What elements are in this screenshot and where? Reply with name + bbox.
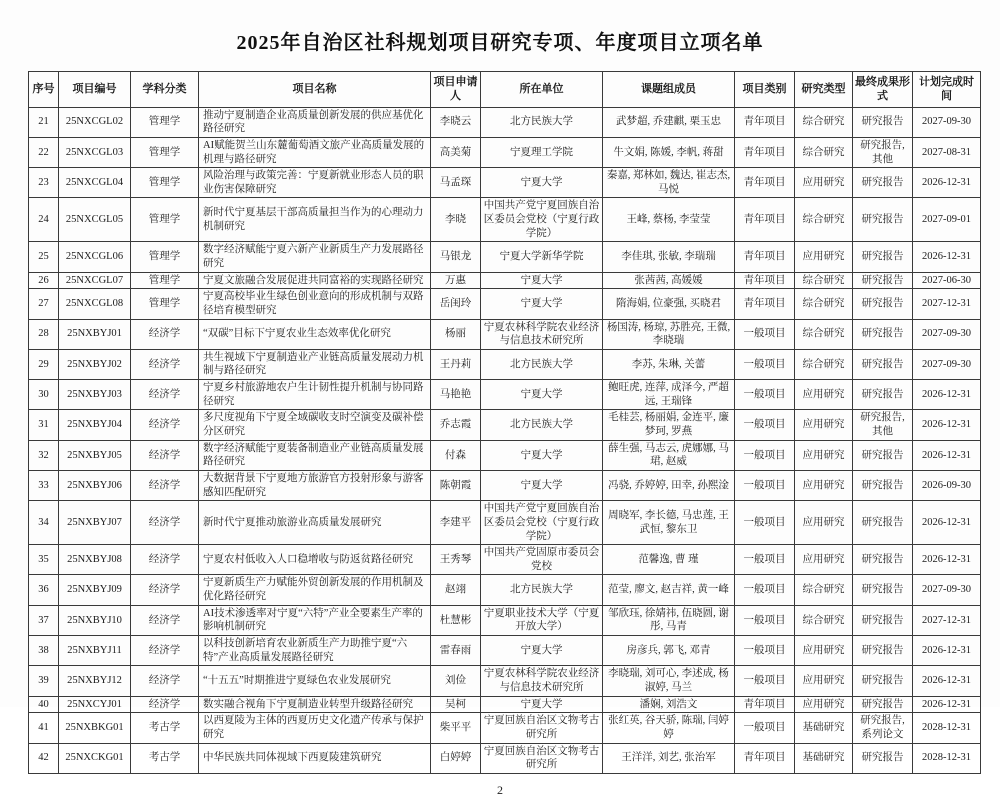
cell-result-form: 研究报告, 系列论文	[853, 713, 913, 743]
table-row	[29, 713, 981, 743]
table-row	[29, 743, 981, 773]
cell-seq: 28	[29, 319, 59, 349]
table-row	[29, 636, 981, 666]
cell-project-code: 25NXCYJ01	[59, 696, 131, 713]
cell-discipline: 管理学	[131, 137, 199, 167]
page-number: 2	[497, 782, 503, 797]
project-list-table	[28, 71, 981, 774]
cell-project-category: 青年项目	[735, 272, 795, 289]
cell-research-type: 应用研究	[795, 501, 853, 545]
cell-result-form: 研究报告	[853, 575, 913, 605]
cell-team-members: 毛桂芸, 杨丽娟, 金连平, 廉梦珂, 罗燕	[603, 410, 735, 440]
cell-project-category: 青年项目	[735, 289, 795, 319]
cell-result-form: 研究报告	[853, 636, 913, 666]
column-header-project-code: 项目编号	[59, 72, 131, 108]
cell-project-name: 宁夏乡村旅游地农户生计韧性提升机制与协同路径研究	[199, 380, 431, 410]
cell-project-category: 青年项目	[735, 242, 795, 272]
table-row	[29, 605, 981, 635]
cell-research-type: 应用研究	[795, 242, 853, 272]
cell-research-type: 应用研究	[795, 636, 853, 666]
cell-project-code: 25NXCGL06	[59, 242, 131, 272]
cell-research-type: 基础研究	[795, 713, 853, 743]
cell-seq: 25	[29, 242, 59, 272]
cell-completion-date: 2026-12-31	[913, 545, 981, 575]
cell-institution: 北方民族大学	[481, 349, 603, 379]
cell-discipline: 经济学	[131, 410, 199, 440]
cell-applicant: 柴平平	[431, 713, 481, 743]
cell-project-category: 青年项目	[735, 168, 795, 198]
cell-project-name: 以西夏陵为主体的西夏历史文化遗产传承与保护研究	[199, 713, 431, 743]
cell-team-members: 杨国涛, 杨琼, 苏胜亮, 王微, 李晓瑞	[603, 319, 735, 349]
cell-project-name: “十五五”时期推进宁夏绿色农业发展研究	[199, 666, 431, 696]
cell-seq: 27	[29, 289, 59, 319]
cell-institution: 宁夏农林科学院农业经济与信息技术研究所	[481, 666, 603, 696]
cell-institution: 中国共产党固原市委员会党校	[481, 545, 603, 575]
cell-project-name: 大数据背景下宁夏地方旅游官方投射形象与游客感知匹配研究	[199, 470, 431, 500]
cell-project-code: 25NXCGL04	[59, 168, 131, 198]
cell-project-category: 青年项目	[735, 198, 795, 242]
cell-institution: 宁夏农林科学院农业经济与信息技术研究所	[481, 319, 603, 349]
cell-research-type: 应用研究	[795, 545, 853, 575]
cell-completion-date: 2027-09-30	[913, 319, 981, 349]
cell-applicant: 雷春雨	[431, 636, 481, 666]
cell-research-type: 综合研究	[795, 272, 853, 289]
cell-project-code: 25NXBYJ09	[59, 575, 131, 605]
column-header-team-members: 课题组成员	[603, 72, 735, 108]
table-row	[29, 107, 981, 137]
cell-team-members: 武梦超, 乔建麒, 栗玉忠	[603, 107, 735, 137]
cell-institution: 宁夏大学	[481, 696, 603, 713]
table-row	[29, 470, 981, 500]
cell-project-name: 以科技创新培育农业新质生产力助推宁夏“六特”产业高质量发展路径研究	[199, 636, 431, 666]
cell-completion-date: 2028-12-31	[913, 713, 981, 743]
cell-completion-date: 2026-09-30	[913, 470, 981, 500]
table-row	[29, 198, 981, 242]
cell-applicant: 马银龙	[431, 242, 481, 272]
table-row	[29, 410, 981, 440]
cell-discipline: 经济学	[131, 319, 199, 349]
cell-institution: 北方民族大学	[481, 410, 603, 440]
cell-completion-date: 2026-12-31	[913, 666, 981, 696]
cell-institution: 宁夏大学	[481, 272, 603, 289]
cell-project-name: 多尺度视角下宁夏全域碳收支时空演变及碳补偿分区研究	[199, 410, 431, 440]
cell-seq: 33	[29, 470, 59, 500]
cell-completion-date: 2027-08-31	[913, 137, 981, 167]
cell-project-name: 数字经济赋能宁夏六新产业新质生产力发展路径研究	[199, 242, 431, 272]
cell-project-name: “双碳”目标下宁夏农业生态效率优化研究	[199, 319, 431, 349]
cell-research-type: 综合研究	[795, 198, 853, 242]
column-header-result-form: 最终成果形式	[853, 72, 913, 108]
table-body	[29, 107, 981, 773]
cell-completion-date: 2027-09-01	[913, 198, 981, 242]
column-header-applicant: 项目申请人	[431, 72, 481, 108]
cell-applicant: 马艳艳	[431, 380, 481, 410]
cell-project-code: 25NXBYJ05	[59, 440, 131, 470]
cell-discipline: 经济学	[131, 575, 199, 605]
cell-completion-date: 2027-12-31	[913, 605, 981, 635]
cell-result-form: 研究报告	[853, 198, 913, 242]
cell-project-code: 25NXBYJ10	[59, 605, 131, 635]
cell-project-category: 青年项目	[735, 696, 795, 713]
cell-institution: 宁夏回族自治区文物考古研究所	[481, 713, 603, 743]
cell-project-category: 一般项目	[735, 605, 795, 635]
cell-result-form: 研究报告	[853, 666, 913, 696]
table-row	[29, 272, 981, 289]
cell-result-form: 研究报告	[853, 319, 913, 349]
cell-applicant: 王秀琴	[431, 545, 481, 575]
cell-project-name: 新时代宁夏基层干部高质量担当作为的心理动力机制研究	[199, 198, 431, 242]
cell-project-category: 一般项目	[735, 636, 795, 666]
cell-research-type: 应用研究	[795, 696, 853, 713]
cell-result-form: 研究报告, 其他	[853, 137, 913, 167]
column-header-project-category: 项目类别	[735, 72, 795, 108]
cell-team-members: 房彦兵, 郭飞, 邓青	[603, 636, 735, 666]
cell-applicant: 赵翊	[431, 575, 481, 605]
cell-applicant: 高美菊	[431, 137, 481, 167]
cell-completion-date: 2026-12-31	[913, 501, 981, 545]
cell-seq: 31	[29, 410, 59, 440]
cell-institution: 宁夏大学	[481, 380, 603, 410]
cell-discipline: 经济学	[131, 666, 199, 696]
cell-result-form: 研究报告	[853, 605, 913, 635]
cell-institution: 宁夏理工学院	[481, 137, 603, 167]
cell-result-form: 研究报告	[853, 107, 913, 137]
cell-project-code: 25NXBYJ04	[59, 410, 131, 440]
cell-project-name: 宁夏文旅融合发展促进共同富裕的实现路径研究	[199, 272, 431, 289]
cell-result-form: 研究报告	[853, 501, 913, 545]
cell-institution: 宁夏大学新华学院	[481, 242, 603, 272]
cell-discipline: 经济学	[131, 470, 199, 500]
cell-discipline: 考古学	[131, 743, 199, 773]
cell-project-code: 25NXCKG01	[59, 743, 131, 773]
cell-research-type: 综合研究	[795, 575, 853, 605]
cell-institution: 中国共产党宁夏回族自治区委员会党校（宁夏行政学院）	[481, 501, 603, 545]
cell-discipline: 管理学	[131, 289, 199, 319]
cell-project-code: 25NXCGL03	[59, 137, 131, 167]
cell-applicant: 乔志霞	[431, 410, 481, 440]
cell-project-name: 数字经济赋能宁夏装备制造业产业链高质量发展路径研究	[199, 440, 431, 470]
cell-completion-date: 2026-12-31	[913, 636, 981, 666]
cell-seq: 30	[29, 380, 59, 410]
cell-seq: 29	[29, 349, 59, 379]
cell-seq: 37	[29, 605, 59, 635]
cell-institution: 宁夏职业技术大学（宁夏开放大学）	[481, 605, 603, 635]
cell-result-form: 研究报告	[853, 242, 913, 272]
cell-project-name: 宁夏新质生产力赋能外贸创新发展的作用机制及优化路径研究	[199, 575, 431, 605]
cell-applicant: 杨丽	[431, 319, 481, 349]
cell-completion-date: 2027-09-30	[913, 575, 981, 605]
cell-project-category: 一般项目	[735, 440, 795, 470]
column-header-institution: 所在单位	[481, 72, 603, 108]
cell-team-members: 李佳琪, 张敏, 李瑞瑞	[603, 242, 735, 272]
cell-project-category: 一般项目	[735, 319, 795, 349]
cell-applicant: 万惠	[431, 272, 481, 289]
cell-institution: 中国共产党宁夏回族自治区委员会党校（宁夏行政学院）	[481, 198, 603, 242]
cell-discipline: 经济学	[131, 545, 199, 575]
cell-project-category: 青年项目	[735, 137, 795, 167]
cell-result-form: 研究报告	[853, 272, 913, 289]
cell-research-type: 应用研究	[795, 470, 853, 500]
table-row	[29, 696, 981, 713]
cell-seq: 26	[29, 272, 59, 289]
cell-seq: 34	[29, 501, 59, 545]
cell-applicant: 杜慧彬	[431, 605, 481, 635]
cell-result-form: 研究报告, 其他	[853, 410, 913, 440]
cell-project-category: 一般项目	[735, 545, 795, 575]
column-header-seq: 序号	[29, 72, 59, 108]
cell-applicant: 岳闺玲	[431, 289, 481, 319]
cell-seq: 40	[29, 696, 59, 713]
cell-discipline: 管理学	[131, 272, 199, 289]
cell-project-name: 宁夏农村低收入人口稳增收与防返贫路径研究	[199, 545, 431, 575]
cell-discipline: 管理学	[131, 242, 199, 272]
cell-project-code: 25NXBYJ07	[59, 501, 131, 545]
table-row	[29, 242, 981, 272]
cell-discipline: 经济学	[131, 440, 199, 470]
cell-team-members: 鲍旺虎, 连萍, 成泽今, 严超远, 王瑞锋	[603, 380, 735, 410]
column-header-research-type: 研究类型	[795, 72, 853, 108]
cell-project-code: 25NXBYJ03	[59, 380, 131, 410]
cell-applicant: 李晓云	[431, 107, 481, 137]
cell-result-form: 研究报告	[853, 743, 913, 773]
cell-result-form: 研究报告	[853, 545, 913, 575]
cell-institution: 北方民族大学	[481, 107, 603, 137]
cell-project-category: 一般项目	[735, 410, 795, 440]
table-row	[29, 168, 981, 198]
cell-project-category: 一般项目	[735, 470, 795, 500]
cell-team-members: 李苏, 朱琳, 关蕾	[603, 349, 735, 379]
cell-applicant: 付森	[431, 440, 481, 470]
cell-discipline: 经济学	[131, 636, 199, 666]
cell-result-form: 研究报告	[853, 289, 913, 319]
table-row	[29, 289, 981, 319]
cell-seq: 21	[29, 107, 59, 137]
cell-institution: 宁夏大学	[481, 470, 603, 500]
cell-completion-date: 2028-12-31	[913, 743, 981, 773]
cell-discipline: 管理学	[131, 107, 199, 137]
cell-institution: 宁夏大学	[481, 636, 603, 666]
table-row	[29, 380, 981, 410]
cell-project-name: 新时代宁夏推动旅游业高质量发展研究	[199, 501, 431, 545]
cell-project-code: 25NXBYJ11	[59, 636, 131, 666]
cell-project-code: 25NXBYJ01	[59, 319, 131, 349]
cell-completion-date: 2026-12-31	[913, 168, 981, 198]
cell-project-name: 数实融合视角下宁夏制造业转型升级路径研究	[199, 696, 431, 713]
cell-project-name: AI技术渗透率对宁夏“六特”产业全要素生产率的影响机制研究	[199, 605, 431, 635]
cell-team-members: 王峰, 蔡杨, 李莹莹	[603, 198, 735, 242]
table-row	[29, 349, 981, 379]
cell-project-category: 青年项目	[735, 107, 795, 137]
cell-team-members: 冯骁, 乔婷婷, 田幸, 孙熙淦	[603, 470, 735, 500]
cell-team-members: 王洋洋, 刘艺, 张治军	[603, 743, 735, 773]
cell-project-category: 一般项目	[735, 713, 795, 743]
cell-project-code: 25NXBYJ12	[59, 666, 131, 696]
cell-applicant: 吴柯	[431, 696, 481, 713]
cell-result-form: 研究报告	[853, 470, 913, 500]
cell-project-code: 25NXBYJ06	[59, 470, 131, 500]
cell-discipline: 考古学	[131, 713, 199, 743]
cell-project-category: 青年项目	[735, 743, 795, 773]
cell-project-category: 一般项目	[735, 501, 795, 545]
cell-completion-date: 2027-09-30	[913, 349, 981, 379]
cell-applicant: 陈朝霞	[431, 470, 481, 500]
cell-completion-date: 2026-12-31	[913, 696, 981, 713]
cell-institution: 宁夏回族自治区文物考古研究所	[481, 743, 603, 773]
cell-team-members: 秦嘉, 郑林如, 魏达, 崔志杰, 马悦	[603, 168, 735, 198]
table-row	[29, 666, 981, 696]
cell-seq: 24	[29, 198, 59, 242]
cell-project-code: 25NXCGL07	[59, 272, 131, 289]
cell-discipline: 经济学	[131, 605, 199, 635]
cell-seq: 38	[29, 636, 59, 666]
cell-seq: 42	[29, 743, 59, 773]
cell-result-form: 研究报告	[853, 168, 913, 198]
cell-team-members: 张茜茜, 高媛媛	[603, 272, 735, 289]
cell-research-type: 综合研究	[795, 605, 853, 635]
cell-discipline: 管理学	[131, 198, 199, 242]
cell-discipline: 经济学	[131, 696, 199, 713]
cell-applicant: 马孟琛	[431, 168, 481, 198]
cell-team-members: 张红英, 谷天骄, 陈瑞, 闫婷婷	[603, 713, 735, 743]
table-header-row	[29, 72, 981, 108]
cell-institution: 宁夏大学	[481, 289, 603, 319]
cell-team-members: 范馨逸, 曹 瑾	[603, 545, 735, 575]
cell-project-name: 推动宁夏制造企业高质量创新发展的供应基优化路径研究	[199, 107, 431, 137]
cell-discipline: 经济学	[131, 501, 199, 545]
cell-seq: 32	[29, 440, 59, 470]
cell-applicant: 李建平	[431, 501, 481, 545]
cell-applicant: 刘俭	[431, 666, 481, 696]
cell-result-form: 研究报告	[853, 349, 913, 379]
cell-research-type: 综合研究	[795, 319, 853, 349]
cell-seq: 22	[29, 137, 59, 167]
cell-completion-date: 2026-12-31	[913, 440, 981, 470]
column-header-discipline: 学科分类	[131, 72, 199, 108]
cell-institution: 宁夏大学	[481, 440, 603, 470]
cell-completion-date: 2026-12-31	[913, 410, 981, 440]
cell-research-type: 应用研究	[795, 440, 853, 470]
cell-project-name: 共生视域下宁夏制造业产业链高质量发展动力机制与路径研究	[199, 349, 431, 379]
cell-research-type: 基础研究	[795, 743, 853, 773]
cell-team-members: 李晓瑞, 刘可心, 李述成, 杨淑婷, 马兰	[603, 666, 735, 696]
table-row	[29, 319, 981, 349]
cell-project-category: 一般项目	[735, 575, 795, 605]
table-row	[29, 501, 981, 545]
cell-project-code: 25NXBYJ08	[59, 545, 131, 575]
cell-discipline: 经济学	[131, 380, 199, 410]
cell-institution: 宁夏大学	[481, 168, 603, 198]
table-row	[29, 575, 981, 605]
cell-discipline: 管理学	[131, 168, 199, 198]
cell-team-members: 牛文娟, 陈媛, 李帆, 蒋甜	[603, 137, 735, 167]
cell-institution: 北方民族大学	[481, 575, 603, 605]
cell-applicant: 李晓	[431, 198, 481, 242]
table-row	[29, 545, 981, 575]
cell-completion-date: 2026-12-31	[913, 242, 981, 272]
table-row	[29, 440, 981, 470]
cell-discipline: 经济学	[131, 349, 199, 379]
cell-research-type: 应用研究	[795, 168, 853, 198]
cell-research-type: 综合研究	[795, 289, 853, 319]
cell-project-code: 25NXCGL02	[59, 107, 131, 137]
cell-research-type: 应用研究	[795, 380, 853, 410]
column-header-project-name: 项目名称	[199, 72, 431, 108]
cell-project-category: 一般项目	[735, 666, 795, 696]
cell-seq: 23	[29, 168, 59, 198]
cell-project-category: 一般项目	[735, 349, 795, 379]
column-header-completion-date: 计划完成时间	[913, 72, 981, 108]
cell-applicant: 王丹莉	[431, 349, 481, 379]
cell-project-code: 25NXBYJ02	[59, 349, 131, 379]
page-title: 2025年自治区社科规划项目研究专项、年度项目立项名单	[236, 32, 764, 54]
cell-research-type: 综合研究	[795, 107, 853, 137]
cell-project-code: 25NXCGL08	[59, 289, 131, 319]
cell-completion-date: 2027-12-31	[913, 289, 981, 319]
cell-result-form: 研究报告	[853, 380, 913, 410]
cell-completion-date: 2026-12-31	[913, 380, 981, 410]
cell-result-form: 研究报告	[853, 440, 913, 470]
cell-research-type: 综合研究	[795, 349, 853, 379]
cell-research-type: 综合研究	[795, 137, 853, 167]
cell-applicant: 白婷婷	[431, 743, 481, 773]
cell-seq: 39	[29, 666, 59, 696]
cell-project-name: 风险治理与政策完善：宁夏新就业形态人员的职业伤害保障研究	[199, 168, 431, 198]
cell-research-type: 应用研究	[795, 666, 853, 696]
cell-team-members: 邹欣珏, 徐婧祎, 伍晓圆, 谢彤, 马青	[603, 605, 735, 635]
cell-completion-date: 2027-06-30	[913, 272, 981, 289]
cell-team-members: 范莹, 廖文, 赵吉祥, 黄一峰	[603, 575, 735, 605]
cell-team-members: 潘娴, 刘浩文	[603, 696, 735, 713]
cell-project-name: 宁夏高校毕业生绿色创业意向的形成机制与双路径培育模型研究	[199, 289, 431, 319]
cell-team-members: 周晓军, 李长德, 马忠莲, 王武恒, 黎东卫	[603, 501, 735, 545]
cell-project-name: 中华民族共同体视域下西夏陵建筑研究	[199, 743, 431, 773]
table-row	[29, 137, 981, 167]
cell-project-category: 一般项目	[735, 380, 795, 410]
cell-completion-date: 2027-09-30	[913, 107, 981, 137]
cell-research-type: 应用研究	[795, 410, 853, 440]
cell-seq: 36	[29, 575, 59, 605]
cell-team-members: 薛生强, 马志云, 虎娜娜, 马珺, 赵威	[603, 440, 735, 470]
cell-seq: 41	[29, 713, 59, 743]
cell-team-members: 隋海娟, 位豪强, 买晓君	[603, 289, 735, 319]
cell-project-code: 25NXCGL05	[59, 198, 131, 242]
cell-project-code: 25NXBKG01	[59, 713, 131, 743]
cell-project-name: AI赋能贺兰山东麓葡萄酒文旅产业高质量发展的机理与路径研究	[199, 137, 431, 167]
cell-seq: 35	[29, 545, 59, 575]
cell-result-form: 研究报告	[853, 696, 913, 713]
